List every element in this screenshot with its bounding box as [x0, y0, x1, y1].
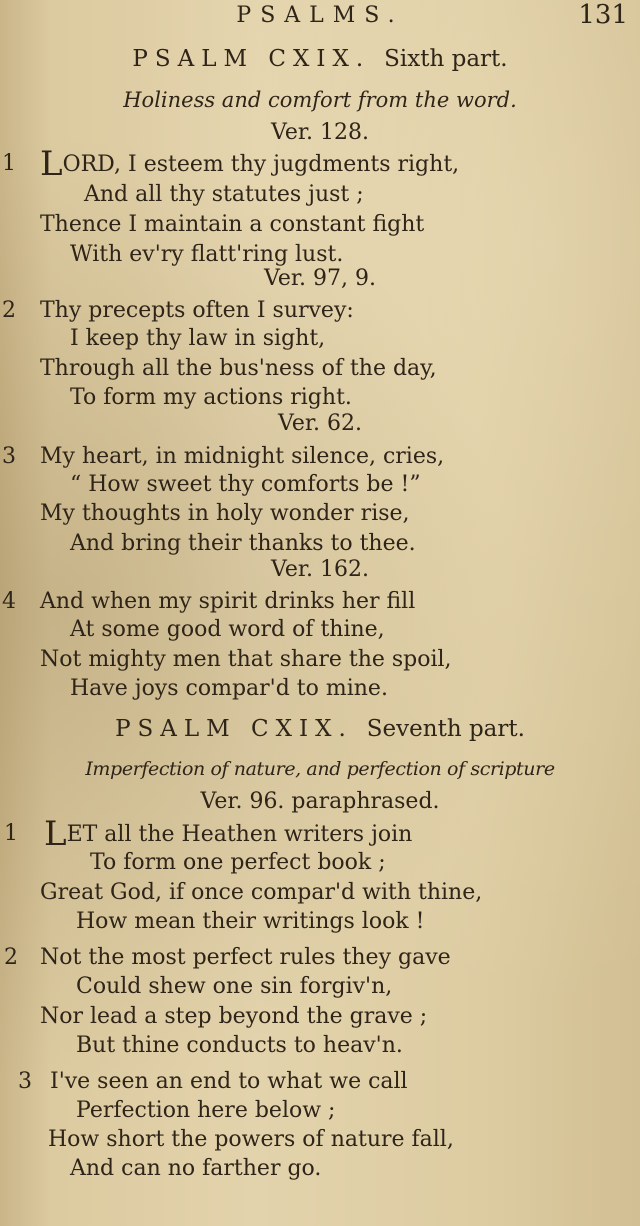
verse-line: But thine conducts to heav'n.: [76, 1033, 403, 1058]
verse-reference: Ver. 128.: [271, 120, 369, 145]
verse-reference: Ver. 96. paraphrased.: [200, 789, 440, 814]
verse-line: And all thy statutes just ;: [84, 182, 364, 207]
verse-line: Have joys compar'd to mine.: [70, 676, 388, 701]
verse-line: Perfection here below ;: [76, 1098, 336, 1123]
verse-line: How mean their writings look !: [76, 909, 425, 934]
verse-line: With ev'ry flatt'ring lust.: [70, 242, 344, 267]
stanza-number: 3: [18, 1069, 32, 1094]
verse-line: Thy precepts often I survey:: [40, 298, 354, 323]
verse-line: Through all the bus'ness of the day,: [40, 356, 437, 381]
verse-line: I keep thy law in sight,: [70, 326, 326, 351]
verse-line: And can no farther go.: [70, 1156, 322, 1181]
part-title: Seventh part.: [366, 716, 525, 742]
verse-line: To form one perfect book ;: [90, 850, 386, 875]
verse-line: To form my actions right.: [70, 385, 352, 410]
verse-line: Nor lead a step beyond the grave ;: [40, 1004, 428, 1029]
verse-line: My heart, in midnight silence, cries,: [40, 444, 445, 469]
stanza-number: 1: [2, 151, 16, 176]
verse-reference: Ver. 62.: [278, 411, 362, 436]
drop-cap: L: [44, 814, 67, 854]
verse-line: Could shew one sin forgiv'n,: [76, 974, 393, 999]
psalm-heading-sixth-part: [0, 44, 640, 74]
verse-line: Not mighty men that share the spoil,: [40, 647, 452, 672]
stanza-number: 3: [2, 444, 16, 469]
verse-line: [40, 144, 460, 184]
psalm-title: PSALM CXIX.: [115, 716, 353, 742]
stanza-number: 2: [2, 298, 16, 323]
verse-line-text: ET all the Heathen writers join: [66, 822, 413, 847]
psalm-title: PSALM CXIX.: [132, 46, 371, 72]
verse-reference: Ver. 162.: [271, 557, 369, 582]
stanza-number: 4: [2, 589, 16, 614]
section-subject: Imperfection of nature, and perfection of scripture: [85, 758, 555, 780]
psalm-heading-seventh-part: [0, 714, 640, 744]
stanza-number: 1: [4, 821, 18, 846]
verse-line-text: ORD, I esteem thy jugdments right,: [62, 152, 460, 177]
verse-line: And bring their thanks to thee.: [70, 531, 416, 556]
section-subject: Holiness and comfort from the word.: [123, 88, 517, 112]
drop-cap: L: [40, 144, 63, 184]
verse-reference: Ver. 97, 9.: [264, 266, 376, 291]
verse-line: [44, 814, 413, 854]
verse-line: I've seen an end to what we call: [50, 1069, 408, 1094]
running-head: PSALMS.: [236, 3, 404, 28]
verse-line: And when my spirit drinks her fill: [40, 589, 416, 614]
page-number: 131: [578, 0, 628, 30]
verse-line: My thoughts in holy wonder rise,: [40, 501, 410, 526]
verse-line: Great God, if once compar'd with thine,: [40, 880, 483, 905]
verse-line: Not the most perfect rules they gave: [40, 945, 451, 970]
verse-line: How short the powers of nature fall,: [48, 1127, 454, 1152]
verse-line: “ How sweet thy comforts be !”: [70, 472, 421, 497]
stanza-number: 2: [4, 945, 18, 970]
verse-line: Thence I maintain a constant fight: [40, 212, 425, 237]
part-title: Sixth part.: [384, 46, 508, 72]
verse-line: At some good word of thine,: [70, 617, 385, 642]
